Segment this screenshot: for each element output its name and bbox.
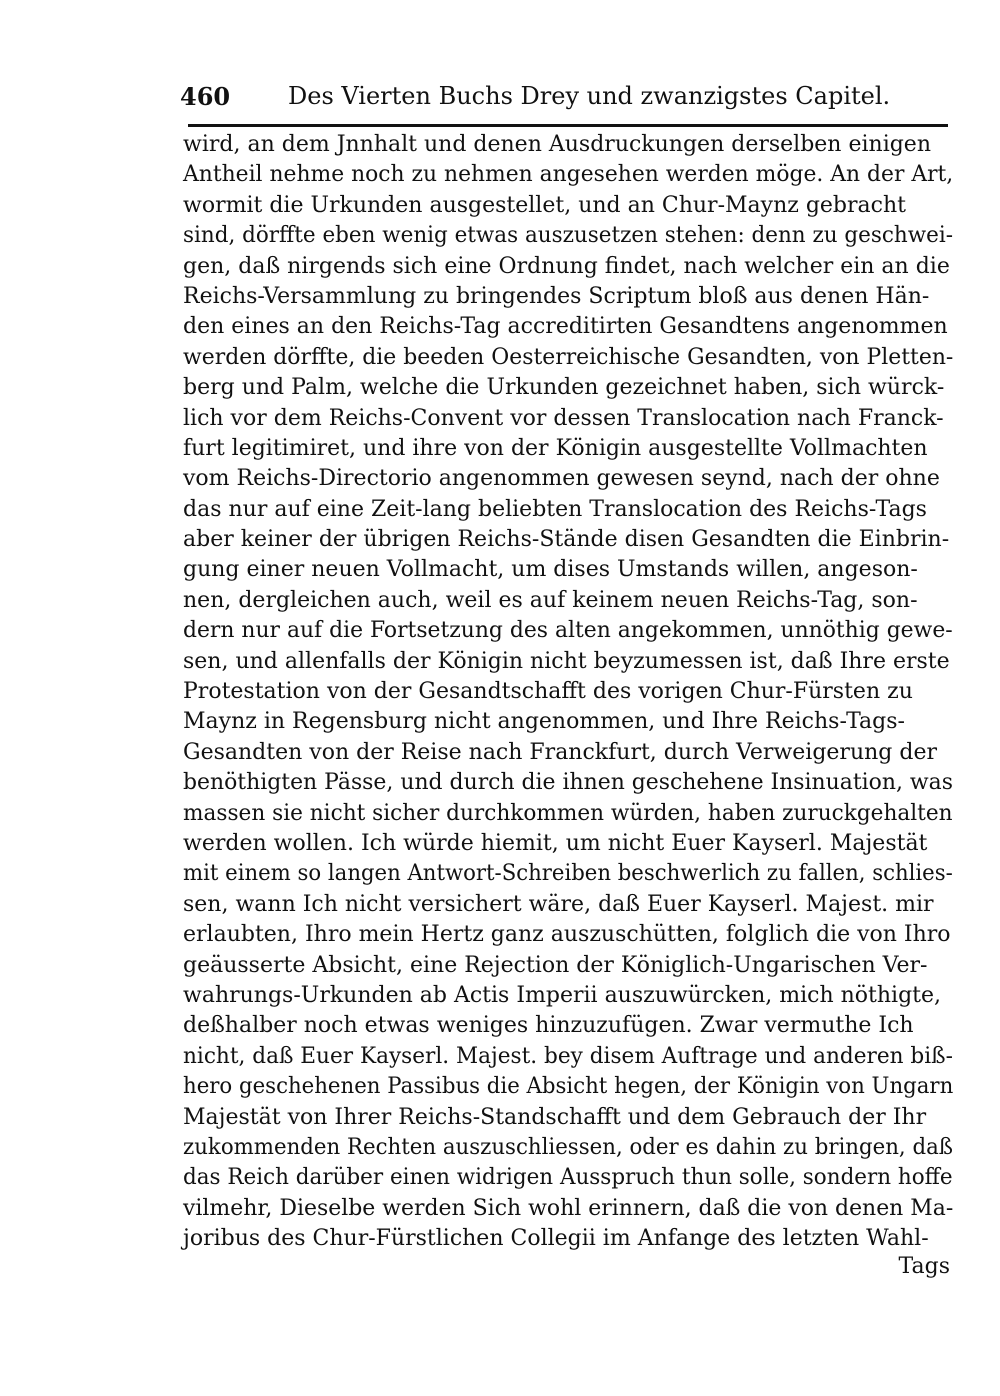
text-line: aber keiner der übrigen Reichs-Stände disen Gesandten die Einbrin-: [183, 527, 950, 553]
text-line: deßhalber noch etwas weniges hinzuzufügen. Zwar vermuthe Ich: [183, 1013, 914, 1039]
text-line: werden wollen. Ich würde hiemit, um nicht Euer Kayserl. Majestät: [183, 830, 928, 856]
text-line: berg und Palm, welche die Urkunden gezeichnet haben, sich würck-: [183, 375, 945, 401]
text-line: sen, und allenfalls der Königin nicht beyzumessen ist, daß Ihre erste: [183, 648, 950, 674]
text-line: sind, dörffte eben wenig etwas auszusetzen stehen: denn zu geschwei-: [183, 223, 953, 249]
text-line: erlaubten, Ihro mein Hertz ganz auszuschütten, folglich die von Ihro: [183, 922, 951, 948]
text-line: vom Reichs-Directorio angenommen gewesen seynd, nach der ohne: [183, 466, 940, 492]
text-line: sen, wann Ich nicht versichert wäre, daß Euer Kayserl. Majest. mir: [183, 891, 934, 917]
text-line: zukommenden Rechten auszuschliessen, oder es dahin zu bringen, daß: [183, 1134, 953, 1160]
text-line: massen sie nicht sicher durchkommen würden, haben zuruckgehalten: [183, 800, 953, 826]
catchword: Tags: [898, 1254, 950, 1279]
text-line: mit einem so langen Antwort-Schreiben beschwerlich zu fallen, schlies-: [183, 861, 953, 887]
text-line: gung einer neuen Vollmacht, um dises Umstands willen, angeson-: [183, 557, 918, 583]
text-line: das Reich darüber einen widrigen Ausspruch thun solle, sondern hoffe: [183, 1165, 953, 1191]
text-line: hero geschehenen Passibus die Absicht hegen, der Königin von Ungarn: [183, 1074, 954, 1100]
text-line: Majestät von Ihrer Reichs-Standschafft und dem Gebrauch der Ihr: [183, 1104, 927, 1130]
text-line: den eines an den Reichs-Tag accreditirten Gesandtens angenommen: [183, 314, 948, 340]
running-head: Des Vierten Buchs Drey und zwanzigstes Capitel.: [288, 82, 891, 110]
text-line: benöthigten Pässe, und durch die ihnen geschehene Insinuation, was: [183, 770, 953, 796]
text-line: nen, dergleichen auch, weil es auf keinem neuen Reichs-Tag, son-: [183, 587, 918, 613]
text-line: nicht, daß Euer Kayserl. Majest. bey disem Auftrage und anderen biß-: [183, 1043, 953, 1069]
text-line: geäusserte Absicht, eine Rejection der Königlich-Ungarischen Ver-: [183, 952, 928, 978]
text-line: furt legitimiret, und ihre von der Königin ausgestellte Vollmachten: [183, 435, 928, 461]
page-header: [180, 82, 950, 122]
text-line: wahrungs-Urkunden ab Actis Imperii auszuwürcken, mich nöthigte,: [183, 982, 942, 1008]
text-line: joribus des Chur-Fürstlichen Collegii im Anfange des letzten Wahl-: [183, 1226, 929, 1252]
body-text: [183, 130, 953, 1254]
text-line: Gesandten von der Reise nach Franckfurt, durch Verweigerung der: [183, 739, 937, 765]
text-line: werden dörffte, die beeden Oesterreichische Gesandten, von Pletten-: [183, 344, 954, 370]
text-line: vilmehr, Dieselbe werden Sich wohl erinnern, daß die von denen Ma-: [183, 1195, 954, 1221]
text-line: wormit die Urkunden ausgestellet, und an Chur-Maynz gebracht: [183, 192, 906, 218]
text-line: wird, an dem Jnnhalt und denen Ausdruckungen derselben einigen: [183, 132, 931, 157]
text-line: Antheil nehme noch zu nehmen angesehen werden möge. An der Art,: [183, 162, 954, 188]
text-line: Maynz in Regensburg nicht angenommen, und Ihre Reichs-Tags-: [183, 709, 905, 735]
text-line: Protestation von der Gesandtschafft des vorigen Chur-Fürsten zu: [183, 679, 913, 705]
header-rule: [188, 124, 948, 127]
text-line: gen, daß nirgends sich eine Ordnung findet, nach welcher ein an die: [183, 253, 950, 279]
text-line: Reichs-Versammlung zu bringendes Scriptum bloß aus denen Hän-: [183, 283, 930, 309]
page-number: 460: [180, 82, 231, 111]
text-line: lich vor dem Reichs-Convent vor dessen Translocation nach Franck-: [183, 405, 944, 431]
text-line: dern nur auf die Fortsetzung des alten angekommen, unnöthig gewe-: [183, 618, 953, 644]
text-line: das nur auf eine Zeit-lang beliebten Translocation des Reichs-Tags: [183, 496, 927, 522]
